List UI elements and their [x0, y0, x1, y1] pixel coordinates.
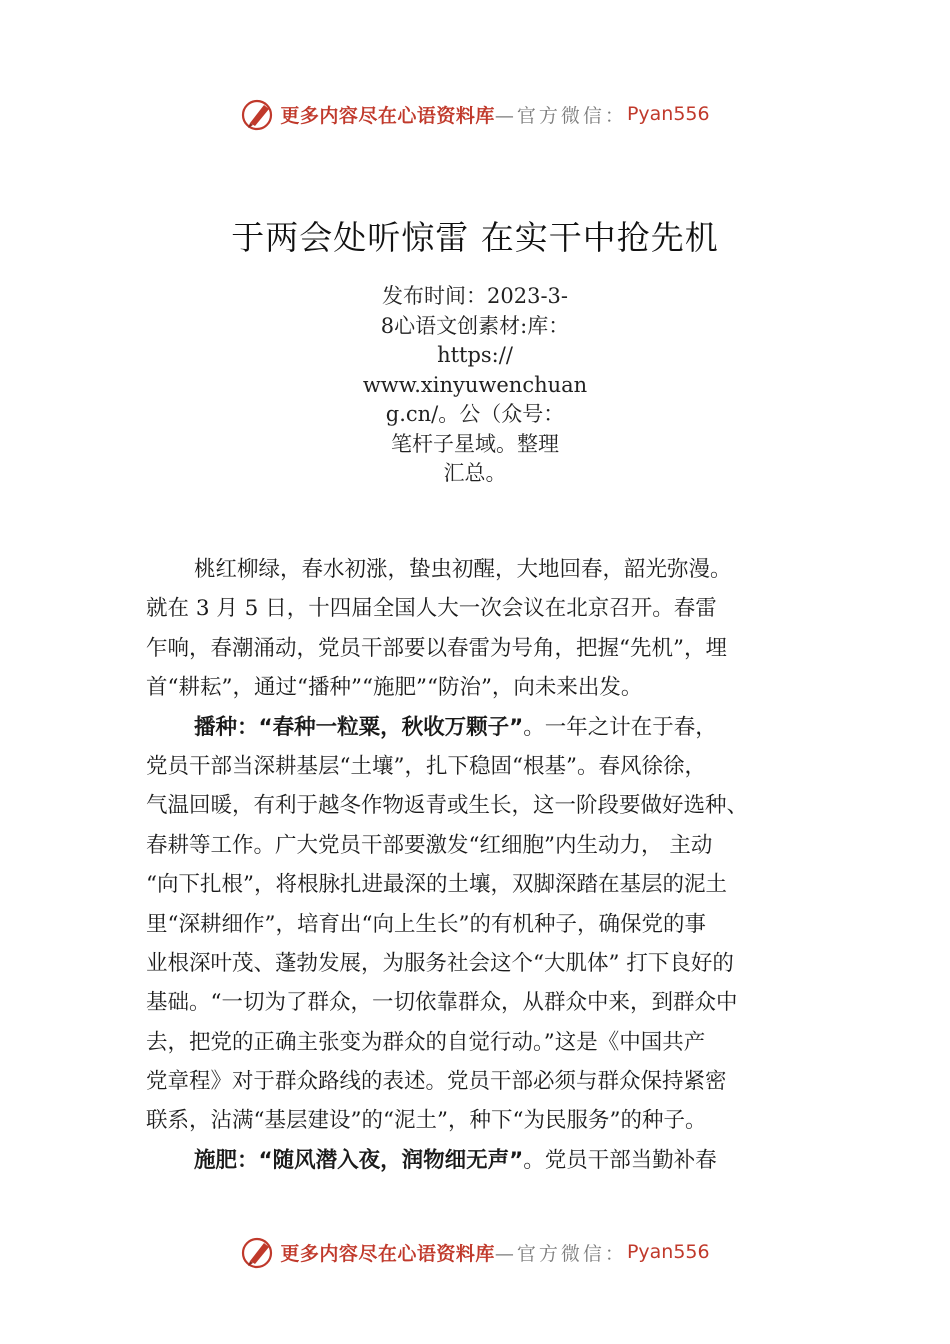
watermark-site-text: 更多内容尽在心语资料库	[280, 104, 495, 127]
body-line: “向下扎根”，将根脉扎进最深的土壤，双脚深踏在基层的泥土	[146, 872, 727, 898]
section-heading-fertilizing: 施肥：“随风潜入夜，润物细无声”	[194, 1147, 524, 1173]
fountain-pen-logo-icon	[240, 1234, 276, 1270]
body-line: 里“深耕细作”，培育出“向上生长”的有机种子，确保党的事	[146, 911, 706, 937]
meta-line: 发布时间：2023-3-	[382, 284, 568, 308]
body-line: 去，把党的正确主张变为群众的自觉行动。”这是《中国共产	[146, 1029, 706, 1055]
fountain-pen-logo-icon	[240, 96, 276, 132]
meta-line: 8心语文创素材:库：	[380, 313, 570, 338]
section-heading-sowing: 播种：“春种一粒粟，秋收万颗子”	[194, 714, 524, 740]
body-line: 就在 3 月 5 日，十四届全国人大一次会议在北京召开。春雷	[146, 596, 717, 622]
watermark-label-text: —官方微信：	[494, 104, 627, 127]
body-line: 乍响，春潮涌动，党员干部要以春雷为号角，把握“先机”，埋	[146, 635, 727, 661]
article-body	[146, 550, 818, 1180]
body-text-span: 。一年之计在于春，	[523, 714, 717, 740]
watermark-site-text: 更多内容尽在心语资料库	[280, 1242, 495, 1265]
meta-line: 笔杆子星域。整理	[391, 431, 559, 456]
meta-line: g.cn/。公（众号：	[385, 402, 565, 426]
meta-line: www.xinyuwenchuan	[362, 372, 588, 397]
meta-line: 汇总。	[443, 461, 507, 485]
section-heading-line	[146, 708, 818, 747]
watermark-wechat-id: Pyan556	[626, 1241, 710, 1263]
header-watermark	[0, 94, 950, 134]
body-line: 基础。“一切为了群众，一切依靠群众，从群众中来，到群众中	[146, 990, 738, 1016]
body-line: 业根深叶茂、蓬勃发展，为服务社会这个“大肌体” 打下良好的	[146, 950, 734, 976]
body-line: 桃红柳绿，春水初涨，蛰虫初醒，大地回春，韶光弥漫。	[194, 557, 732, 582]
body-line: 春耕等工作。广大党员干部要激发“红细胞”内生动力， 主动	[146, 832, 713, 858]
body-text-span: 。党员干部当勤补春	[523, 1147, 717, 1173]
body-line: 联系，沾满“基层建设”的“泥土”，种下“为民服务”的种子。	[146, 1108, 707, 1134]
watermark-label-text: —官方微信：	[494, 1242, 627, 1265]
footer-watermark	[0, 1232, 950, 1272]
body-line: 党员干部当深耕基层“土壤”，扎下稳固“根基”。春风徐徐，	[146, 753, 706, 779]
body-line: 首“耕耘”，通过“播种”“施肥”“防治”，向未来出发。	[146, 675, 643, 701]
article-title: 于两会处听惊雷 在实干中抢先机	[231, 218, 719, 257]
article-meta	[350, 282, 600, 489]
body-line: 党章程》对于群众路线的表述。党员干部必须与群众保持紧密	[146, 1069, 727, 1095]
meta-line: https://	[437, 343, 513, 367]
watermark-wechat-id: Pyan556	[626, 103, 710, 125]
section-heading-line	[146, 1141, 818, 1180]
body-line: 气温回暖，有利于越冬作物返青或生长，这一阶段要做好选种、	[146, 793, 749, 819]
